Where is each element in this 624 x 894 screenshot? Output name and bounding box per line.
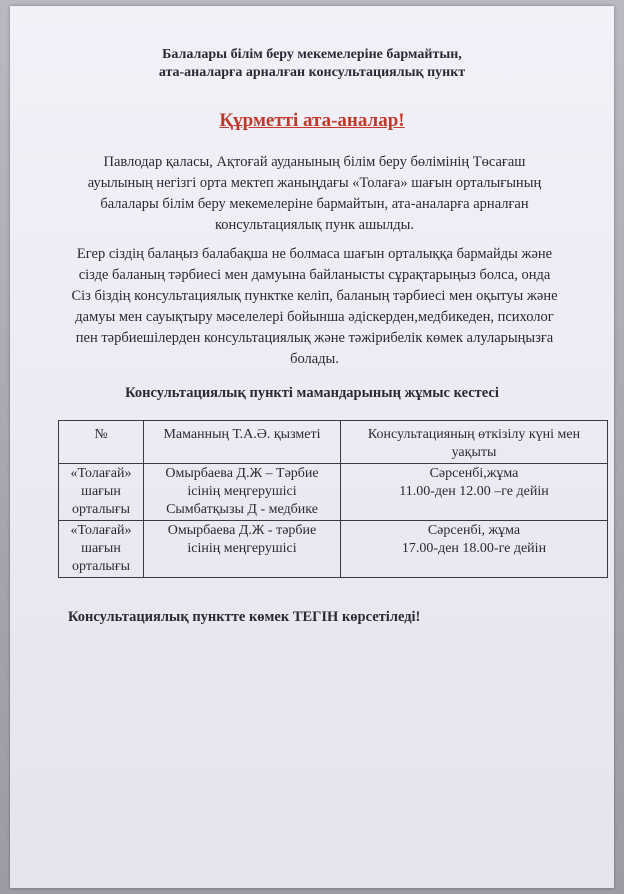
time-cell [341, 464, 608, 521]
header-specialist: Маманның Т.А.Ә. қызметі [144, 421, 341, 464]
paragraph-line: Сіз біздің консультациялық пунктке келіп, баланың тәрбиесі мен оқытуы және [71, 288, 558, 304]
paragraph-line: балалары білім беру мекемелеріне бармайтын, ата-аналарға арналған [100, 196, 529, 212]
place-cell [59, 521, 144, 578]
cell-text: «Толағай» [70, 523, 132, 538]
cell-text: Сымбатқызы Д - медбике [166, 502, 318, 517]
header-line-1: Балалары білім беру мекемелеріне бармайтын, [162, 47, 462, 62]
time-cell [341, 521, 608, 578]
cell-text: 11.00-ден 12.00 –ге дейін [399, 484, 549, 499]
table-header-row [59, 421, 608, 464]
document-header [10, 46, 614, 82]
paragraph-line: дамуы мен сауықтыру мәселелері бойынша әдіскерден,медбикеден, психолог [75, 309, 554, 325]
header-line-2: ата-аналарға арналған консультациялық пункт [158, 65, 466, 80]
free-help-notice: Консультациялық пунктте көмек ТЕГІН көрсетіледі! [68, 609, 421, 625]
header-consultation-time: Консультацияның өткізілу күні мен уақыты [341, 421, 608, 464]
cell-text: ісінің меңгерушісі [187, 484, 297, 499]
schedule-title: Консультациялық пункті мамандарының жұмыс кестесі [125, 385, 499, 401]
cell-text: Омырбаева Д.Ж - тәрбие [167, 523, 317, 538]
paragraph-line: сізде баланың тәрбиесі мен дамуына байланысты сұрақтарыңыз болса, онда [78, 267, 551, 283]
paragraph-line: пен тәрбиешілерден консультациялық және тәжірибелік көмек алуларыңызға [75, 330, 554, 346]
table-row [59, 521, 608, 578]
cell-text: ісінің меңгерушісі [187, 541, 297, 556]
details-paragraph [62, 244, 567, 370]
cell-text: орталығы [72, 502, 130, 517]
cell-text: шағын [81, 484, 121, 499]
cell-text: Сәрсенбі, жұма [427, 523, 521, 538]
cell-text: Омырбаева Д.Ж – Тәрбие [165, 466, 319, 481]
cell-text: шағын [81, 541, 121, 556]
paragraph-line: Егер сіздің балаңыз балабақша не болмаса шағын орталыққа бармайды және [76, 246, 553, 262]
place-cell [59, 464, 144, 521]
cell-text: «Толағай» [70, 466, 132, 481]
staff-cell [144, 464, 341, 521]
greeting-title: Құрметті ата-аналар! [219, 110, 405, 131]
cell-text: орталығы [72, 559, 130, 574]
header-number: № [59, 421, 144, 464]
paragraph-line: Павлодар қаласы, Ақтоғай ауданының білім беру бөлімінің Төсағаш [103, 154, 526, 170]
paragraph-line: консультациялық пунк ашылды. [214, 217, 415, 233]
cell-text: Сәрсенбі,жұма [429, 466, 519, 481]
paragraph-line: болады. [290, 351, 339, 367]
table-row [59, 464, 608, 521]
schedule-table [58, 420, 608, 578]
paragraph-line: ауылының негізгі орта мектеп жаныңдағы «Толаға» шағын орталығының [87, 175, 542, 191]
intro-paragraph [62, 152, 567, 236]
document-page [10, 6, 614, 888]
staff-cell [144, 521, 341, 578]
cell-text: 17.00-ден 18.00-ге дейін [401, 541, 547, 556]
